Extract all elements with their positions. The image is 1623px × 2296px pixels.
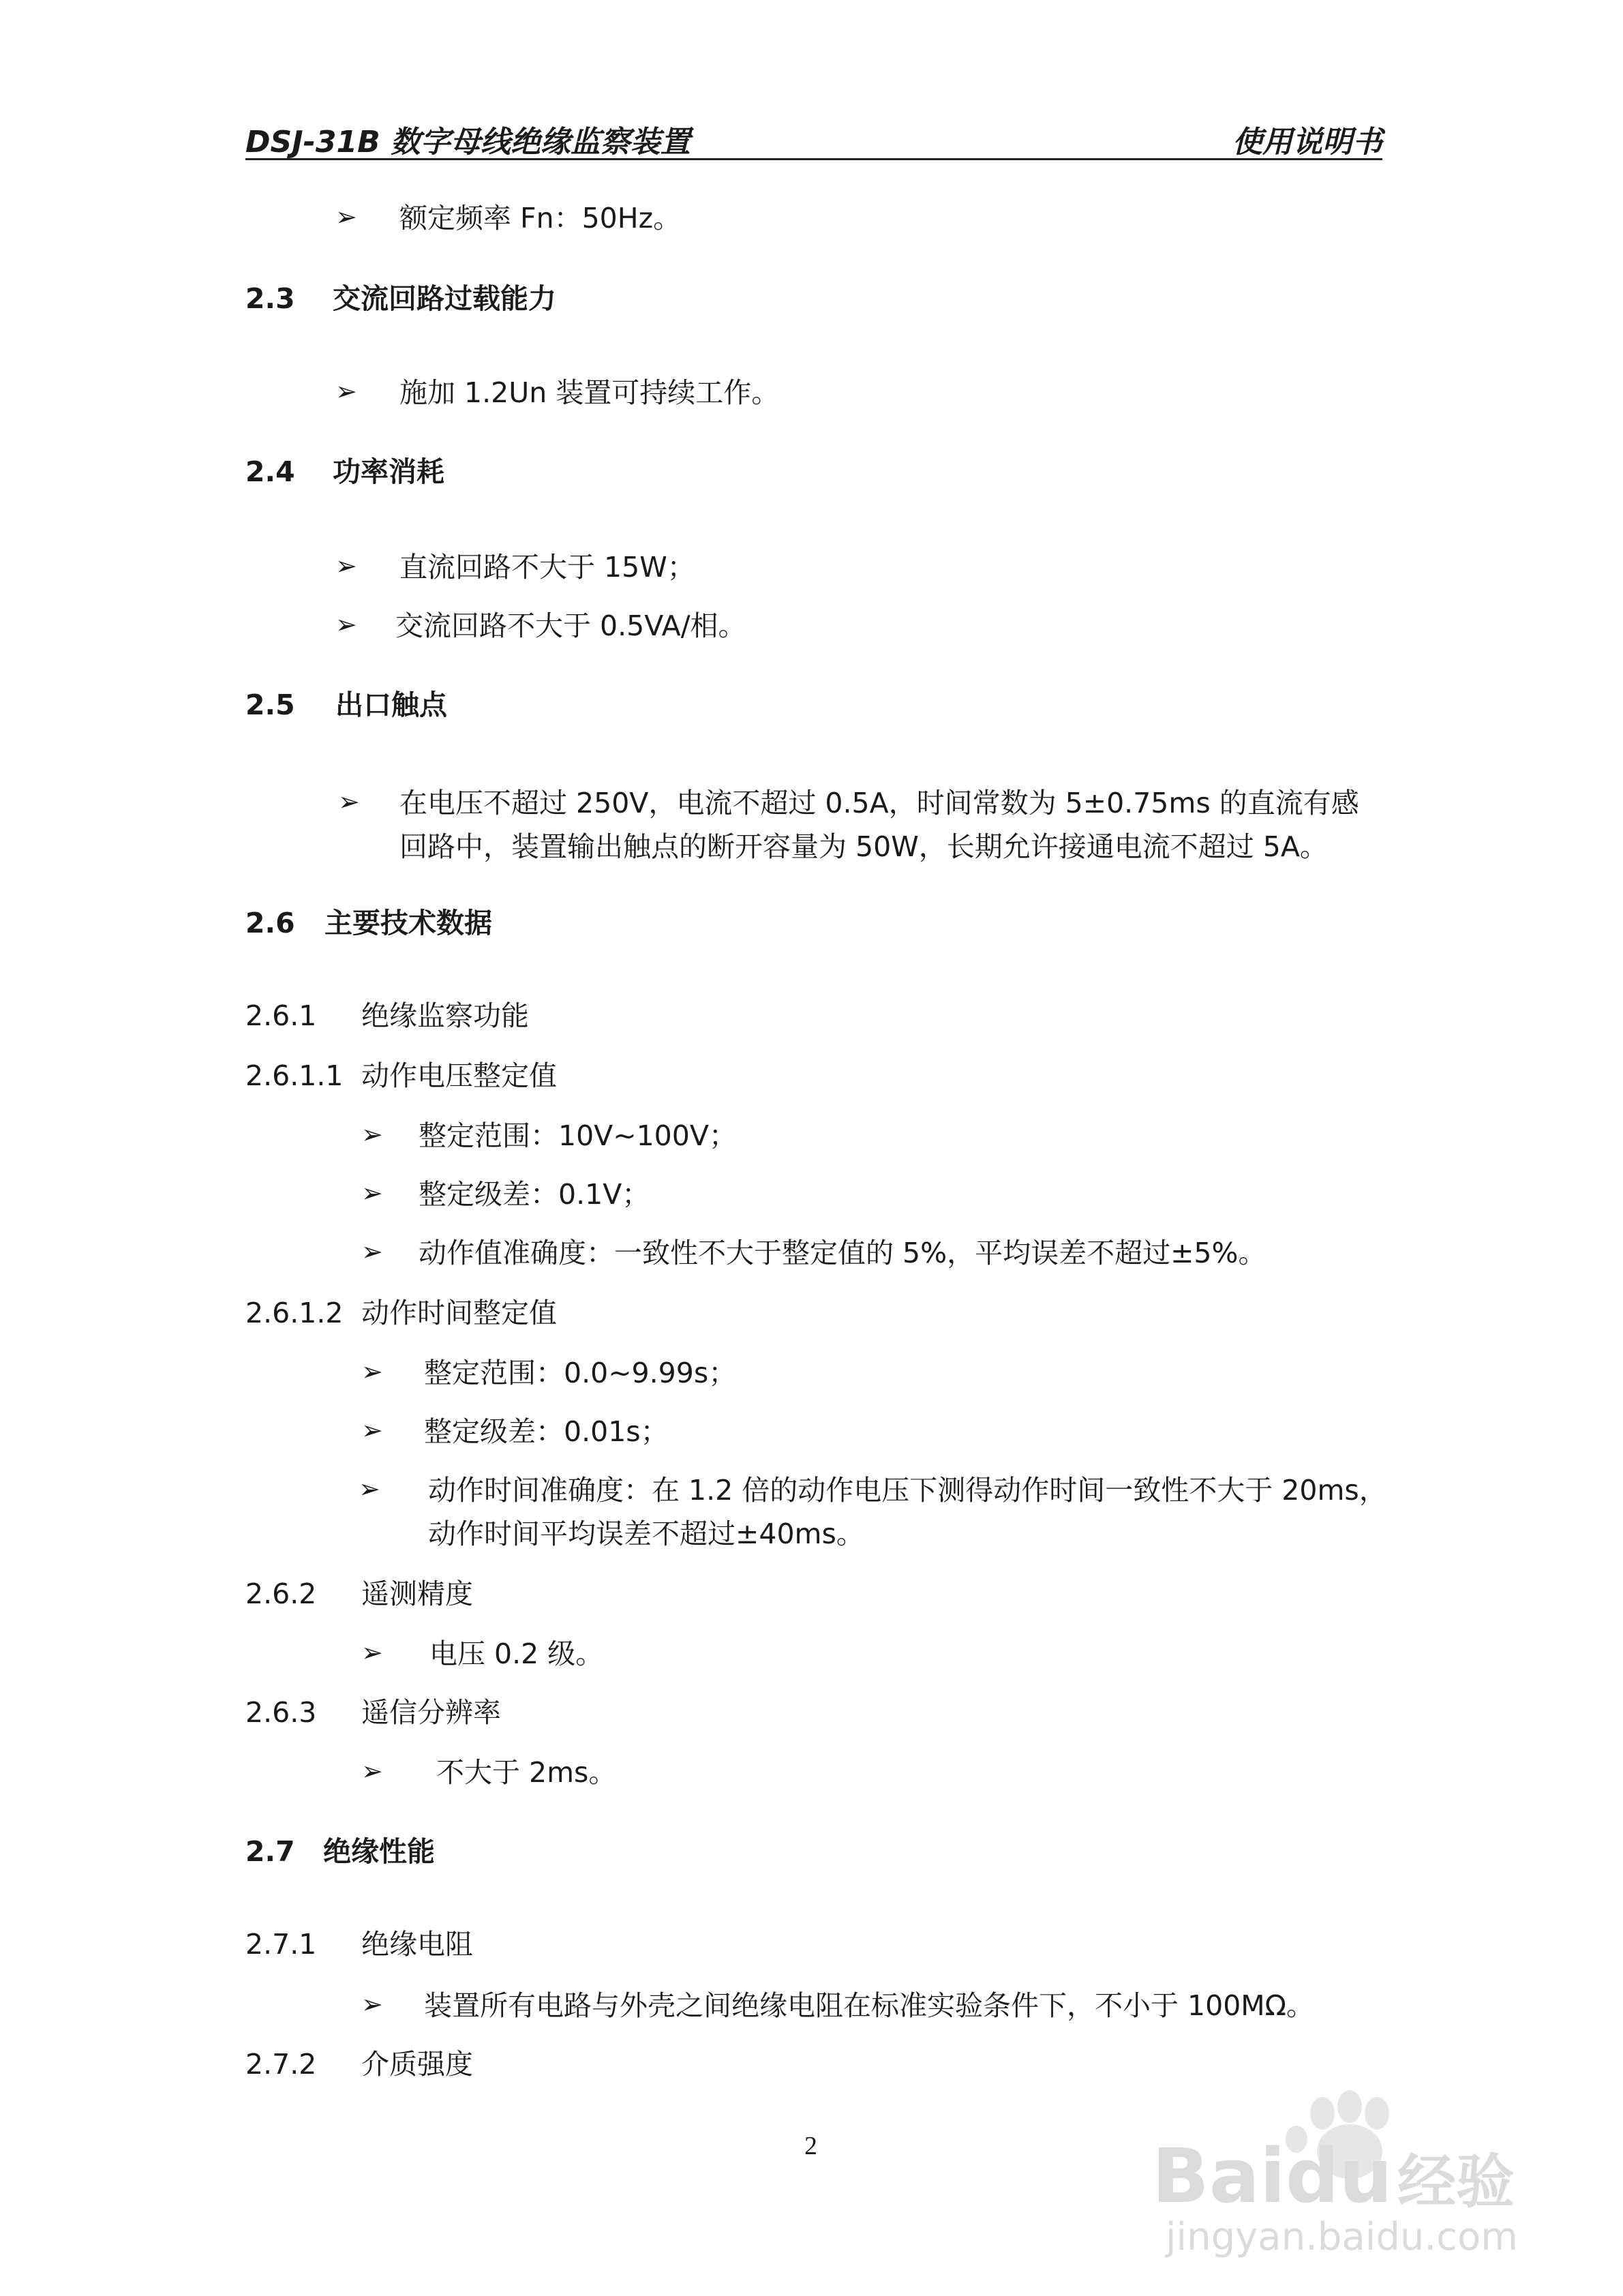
list-item-continuation: 回路中，装置输出触点的断开容量为 50W，长期允许接通电流不超过 5A。: [399, 830, 1328, 863]
section-number: 2.3: [245, 282, 295, 315]
bullet-arrow-icon: ➢: [361, 1357, 383, 1387]
subsection-heading: 遥信分辨率: [361, 1696, 501, 1729]
section-heading: 交流回路过载能力: [333, 282, 556, 315]
watermark-suffix: 经验: [1397, 2148, 1515, 2216]
subsection-heading: 动作时间整定值: [361, 1297, 557, 1329]
list-item: 动作值准确度：一致性不大于整定值的 5%，平均误差不超过±5%。: [419, 1237, 1266, 1269]
bullet-arrow-icon: ➢: [338, 787, 360, 817]
list-item: 不大于 2ms。: [436, 1756, 617, 1789]
bullet-arrow-icon: ➢: [335, 551, 357, 581]
bullet-arrow-icon: ➢: [361, 1989, 383, 2019]
bullet-arrow-icon: ➢: [361, 1119, 383, 1149]
subsection-heading: 动作电压整定值: [361, 1059, 557, 1092]
bullet-arrow-icon: ➢: [335, 202, 357, 232]
section-heading: 主要技术数据: [324, 907, 492, 939]
list-item: 装置所有电路与外壳之间绝缘电阻在标准实验条件下，不小于 100MΩ。: [424, 1989, 1314, 2022]
header-title: DSJ-31B 数字母线绝缘监察装置: [245, 125, 691, 160]
bullet-arrow-icon: ➢: [361, 1415, 383, 1445]
section-heading: 功率消耗: [333, 455, 444, 488]
subsection-number: 2.7.1: [245, 1928, 317, 1961]
subsection-number: 2.6.2: [245, 1577, 317, 1610]
page-number: 2: [804, 2132, 817, 2160]
subsection-heading: 绝缘监察功能: [361, 999, 529, 1032]
list-item: 整定范围：0.0~9.99s；: [424, 1357, 737, 1389]
watermark-brand: Baidu: [1152, 2132, 1393, 2220]
subsection-number: 2.6.1.1: [245, 1059, 344, 1092]
subsection-number: 2.6.1: [245, 999, 317, 1032]
bullet-arrow-icon: ➢: [335, 609, 357, 639]
list-item: 交流回路不大于 0.5VA/相。: [395, 609, 746, 642]
subsection-heading: 绝缘电阻: [361, 1928, 473, 1961]
list-item: 额定频率 Fn：50Hz。: [399, 202, 682, 235]
list-item: 整定级差：0.1V；: [419, 1178, 650, 1211]
section-number: 2.7: [245, 1835, 295, 1868]
section-number: 2.4: [245, 455, 295, 488]
subsection-number: 2.7.2: [245, 2048, 317, 2081]
section-heading: 绝缘性能: [323, 1835, 435, 1868]
bullet-arrow-icon: ➢: [361, 1756, 383, 1786]
bullet-arrow-icon: ➢: [361, 1637, 383, 1667]
list-item: 电压 0.2 级。: [429, 1637, 604, 1670]
page-header: [245, 115, 1382, 160]
subsection-number: 2.6.3: [245, 1696, 317, 1729]
bullet-arrow-icon: ➢: [335, 376, 357, 406]
list-item: 施加 1.2Un 装置可持续工作。: [399, 376, 780, 409]
bullet-arrow-icon: ➢: [361, 1237, 383, 1267]
section-number: 2.6: [245, 907, 295, 939]
baidu-watermark: [1152, 2086, 1534, 2263]
header-doc-type: 使用说明书: [1232, 125, 1382, 160]
subsection-number: 2.6.1.2: [245, 1297, 344, 1329]
subsection-heading: 遥测精度: [361, 1577, 473, 1610]
bullet-arrow-icon: ➢: [361, 1178, 383, 1208]
list-item-continuation: 动作时间平均误差不超过±40ms。: [428, 1517, 864, 1550]
list-item: 动作时间准确度：在 1.2 倍的动作电压下测得动作时间一致性不大于 20ms，: [428, 1474, 1387, 1507]
section-heading: 出口触点: [335, 689, 447, 721]
bullet-arrow-icon: ➢: [359, 1474, 380, 1504]
list-item: 整定级差：0.01s；: [424, 1415, 669, 1448]
list-item: 在电压不超过 250V，电流不超过 0.5A，时间常数为 5±0.75ms 的直流有感: [399, 787, 1359, 819]
list-item: 整定范围：10V~100V；: [419, 1119, 737, 1152]
subsection-heading: 介质强度: [361, 2048, 473, 2081]
list-item: 直流回路不大于 15W；: [399, 551, 695, 584]
watermark-url: jingyan.baidu.com: [1166, 2215, 1518, 2259]
section-number: 2.5: [245, 689, 295, 721]
